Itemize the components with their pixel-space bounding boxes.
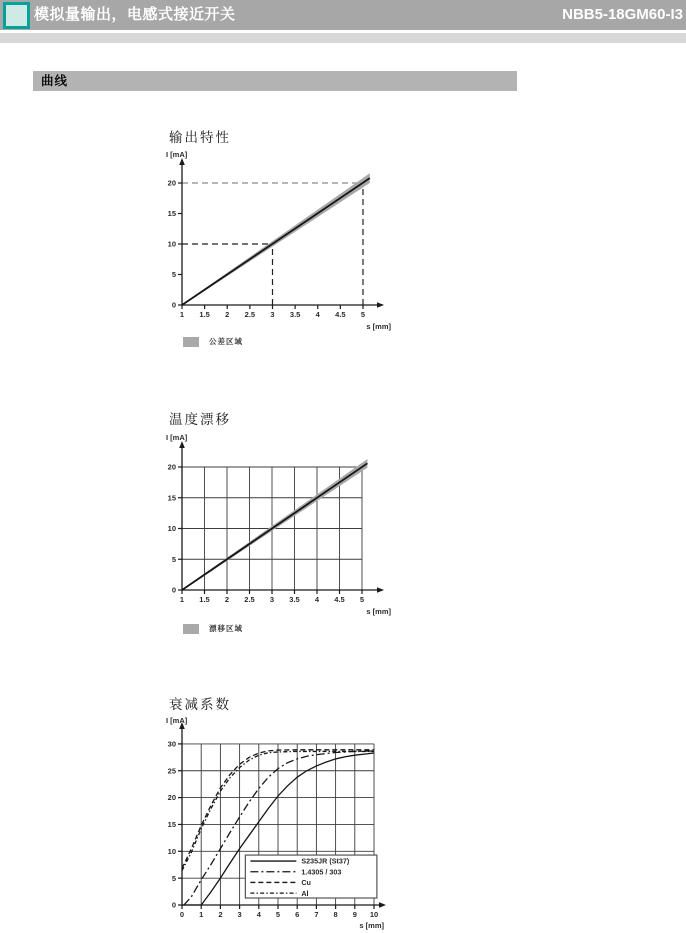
chart-title-output-characteristic: 输出特性: [169, 130, 231, 146]
legend-tolerance-zone: [183, 336, 243, 347]
y-tick-label: 15: [167, 493, 176, 503]
y-tick-label: 15: [167, 820, 176, 830]
legend-series-label: Al: [301, 888, 309, 898]
y-axis-arrow: [179, 441, 185, 448]
x-axis-label: s [mm]: [366, 322, 391, 331]
y-tick-label: 0: [171, 585, 176, 595]
drift-zone-swatch-icon: [183, 624, 199, 634]
x-axis-arrow: [379, 902, 386, 908]
y-axis-label: I [mA]: [166, 716, 188, 725]
legend-tolerance-zone-label: 公差区域: [209, 337, 243, 346]
chart-canvas: [165, 143, 415, 335]
x-axis-label: s [mm]: [359, 921, 384, 930]
x-tick-label: 5: [360, 310, 366, 319]
x-tick-label: 4: [256, 910, 261, 919]
header-bar: [0, 0, 686, 30]
x-tick-label: 1: [179, 310, 185, 319]
y-tick-label: 0: [171, 900, 176, 910]
y-tick-label: 25: [167, 766, 176, 776]
y-axis-arrow: [179, 158, 185, 165]
x-tick-label: 5: [359, 595, 365, 604]
x-tick-label: 4: [315, 310, 320, 319]
legend-series-label: S235JR (St37): [301, 856, 350, 866]
x-axis-arrow: [377, 587, 384, 593]
legend-series-label: Cu: [301, 878, 311, 888]
chart-canvas: [165, 426, 415, 618]
x-tick-label: 4.5: [334, 595, 345, 604]
x-tick-label: 1.5: [199, 310, 210, 319]
y-tick-label: 10: [167, 239, 176, 249]
x-tick-label: 2: [224, 595, 230, 604]
legend-drift-zone-label: 漂移区域: [209, 624, 243, 633]
y-tick-label: 20: [167, 793, 176, 803]
x-tick-label: 1: [179, 595, 185, 604]
tolerance-zone-swatch-icon: [183, 337, 199, 347]
chart-reduction-factor: [165, 711, 425, 933]
y-tick-label: 10: [167, 846, 176, 856]
product-model: NBB5-18GM60-I3: [562, 6, 683, 23]
page-title: 模拟量输出，电感式接近开关: [34, 6, 236, 23]
x-tick-label: 8: [333, 910, 338, 919]
y-tick-label: 0: [171, 300, 176, 310]
x-tick-label: 10: [369, 910, 379, 919]
x-tick-label: 4: [314, 595, 320, 604]
y-tick-label: 30: [167, 739, 176, 749]
x-tick-label: 3.5: [289, 310, 301, 319]
x-tick-label: 3: [237, 910, 242, 919]
x-tick-label: 1.5: [199, 595, 210, 604]
x-tick-label: 1: [199, 910, 204, 919]
chart-title-reduction-factor: 衰减系数: [169, 697, 231, 713]
header-substrip: [0, 33, 686, 43]
x-tick-label: 9: [352, 910, 357, 919]
y-tick-label: 15: [167, 209, 176, 219]
x-tick-label: 3.5: [289, 595, 300, 604]
x-tick-label: 3: [270, 310, 275, 319]
chart-output-characteristic: [165, 143, 415, 340]
x-tick-label: 5: [275, 910, 281, 919]
section-header-curves: [33, 71, 517, 91]
x-tick-label: 3: [269, 595, 275, 604]
data-series-line: [182, 178, 370, 305]
x-axis-arrow: [377, 302, 384, 308]
y-tick-label: 5: [171, 554, 176, 564]
chart-temperature-drift: [165, 426, 415, 623]
x-tick-label: 2.5: [244, 310, 256, 319]
chart-canvas: [165, 711, 425, 933]
y-tick-label: 20: [167, 178, 176, 188]
chart-title-temperature-drift: 温度漂移: [169, 412, 231, 428]
x-tick-label: 2: [218, 910, 223, 919]
y-tick-label: 20: [167, 462, 176, 472]
legend-drift-zone: [183, 623, 243, 634]
x-tick-label: 6: [295, 910, 300, 919]
y-axis-label: I [mA]: [166, 150, 188, 159]
legend-series-label: 1.4305 / 303: [301, 867, 342, 877]
x-tick-label: 7: [314, 910, 319, 919]
x-tick-label: 0: [179, 910, 185, 919]
y-tick-label: 5: [171, 270, 176, 280]
y-tick-label: 5: [171, 873, 176, 883]
y-tick-label: 10: [167, 524, 176, 534]
section-label: 曲线: [41, 74, 69, 88]
y-axis-label: I [mA]: [166, 433, 188, 442]
x-axis-label: s [mm]: [366, 607, 391, 616]
x-tick-label: 4.5: [335, 310, 346, 319]
x-tick-label: 2.5: [244, 595, 255, 604]
brand-square-icon: [3, 2, 30, 29]
x-tick-label: 2: [225, 310, 230, 319]
